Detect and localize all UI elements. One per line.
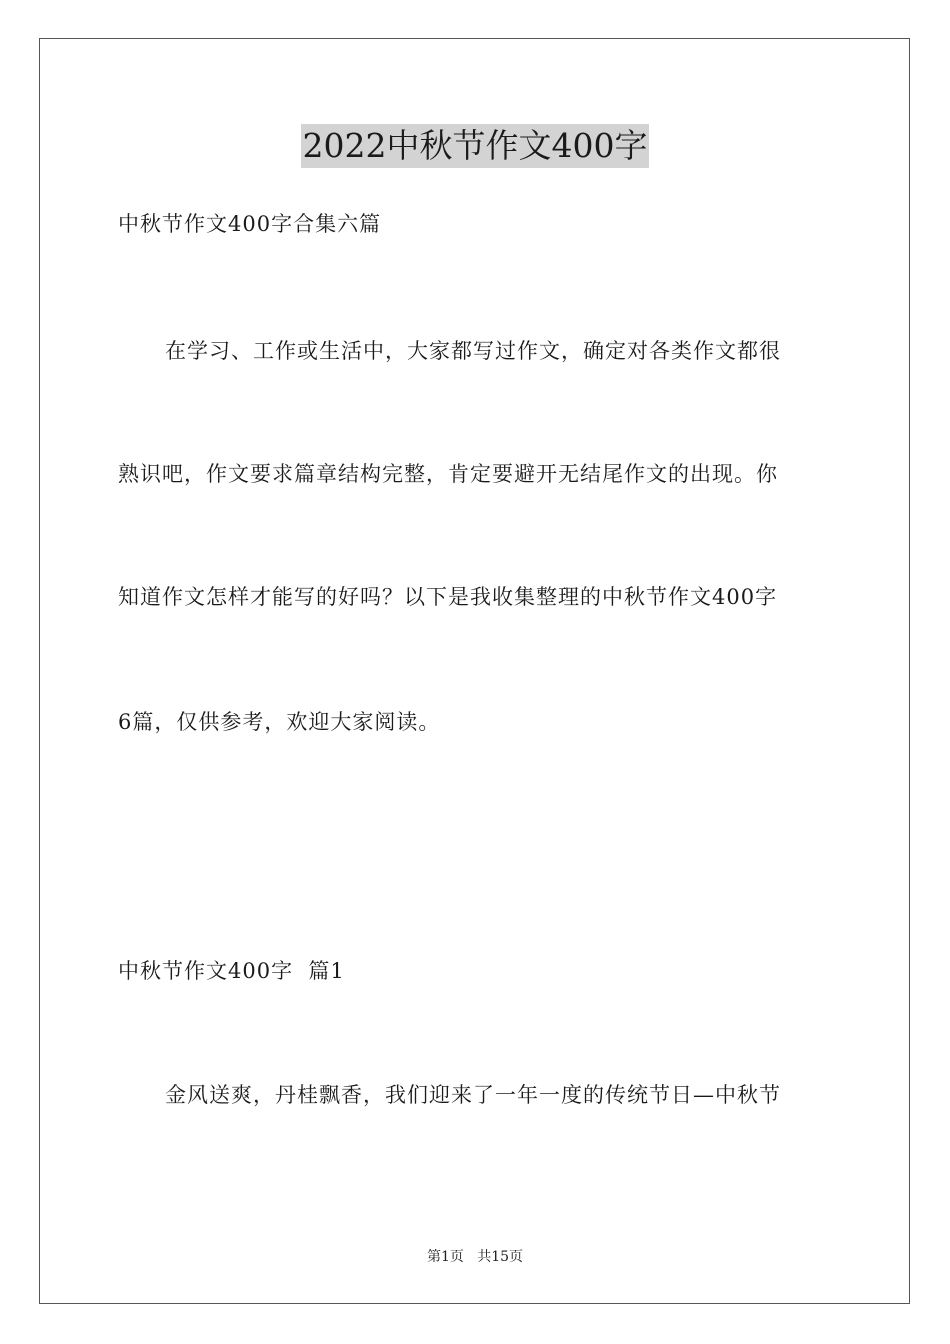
page-number-footer: 第1页 共15页 <box>426 1249 524 1265</box>
intro-paragraph-line-1: 在学习、工作或生活中，大家都写过作文，确定对各类作文都很 <box>165 339 781 363</box>
document-subtitle: 中秋节作文400字合集六篇 <box>118 212 382 236</box>
intro-paragraph-line-2: 熟识吧，作文要求篇章结构完整，肯定要避开无结尾作文的出现。你 <box>118 462 778 486</box>
intro-paragraph-line-3: 知道作文怎样才能写的好吗？以下是我收集整理的中秋节作文400字 <box>118 585 778 609</box>
section-paragraph-line-1: 金风送爽，丹桂飘香，我们迎来了一年一度的传统节日—中秋节 <box>165 1083 781 1107</box>
document-title: 2022中秋节作文400字 <box>301 124 650 168</box>
intro-paragraph-line-4: 6篇，仅供参考，欢迎大家阅读。 <box>118 710 441 734</box>
section-heading: 中秋节作文400字 篇1 <box>118 959 345 983</box>
title-container <box>0 124 950 168</box>
